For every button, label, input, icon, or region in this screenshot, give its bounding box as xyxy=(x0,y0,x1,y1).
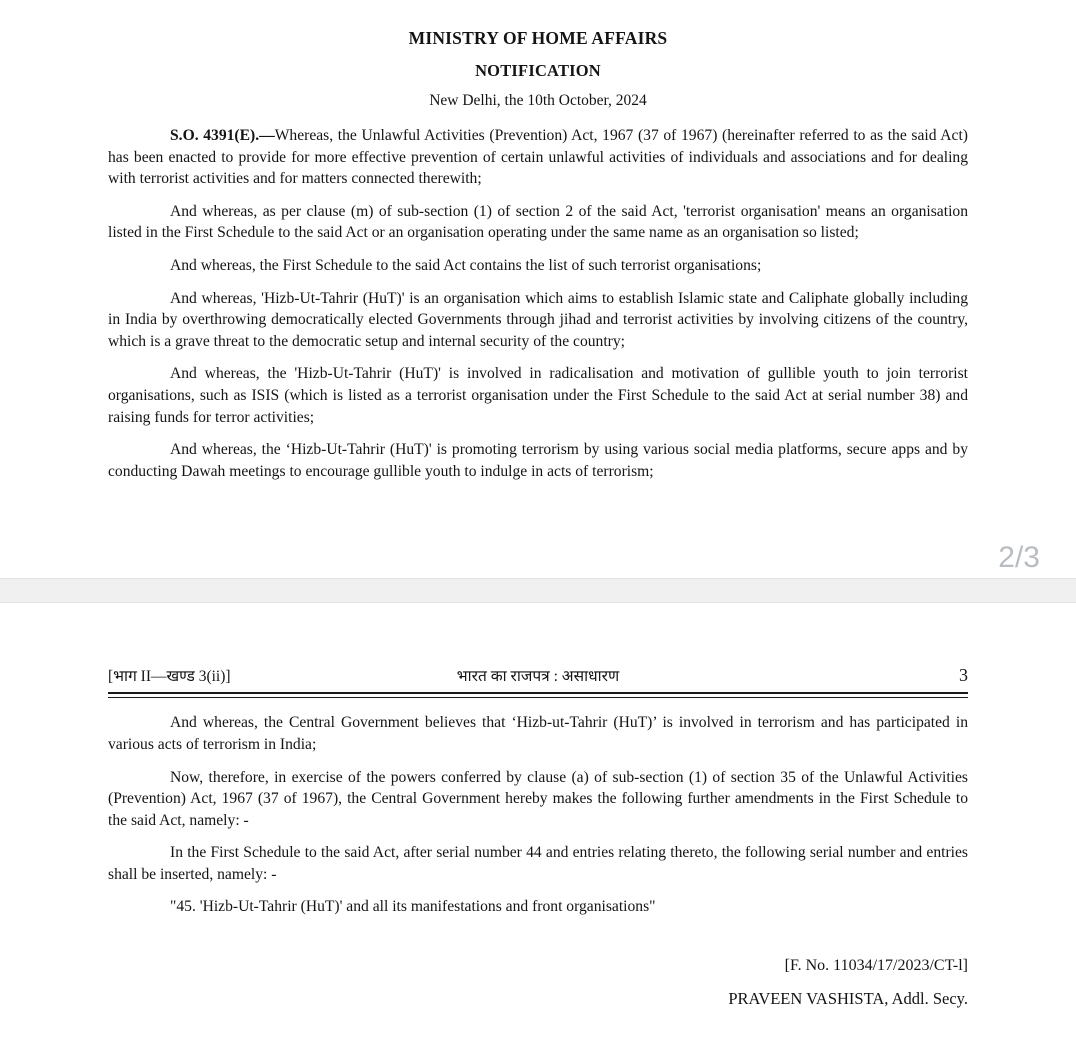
now-therefore-paragraph: Now, therefore, in exercise of the powers conferred by clause (a) of sub-section (1) of section 35 of the Unlawful Activities (Prevention) Act, 1967 (37 of 1967), the Central Government hereby makes the following further amendments in the First Schedule to the said Act, namely: - xyxy=(108,768,968,829)
so-number-paragraph xyxy=(108,125,968,190)
whereas-paragraph-social-media: And whereas, the ‘Hizb-Ut-Tahrir (HuT)' is promoting terrorism by using various social media platforms, secure apps and by conducting Dawah meetings to encourage gullible youth to indulge in acts of terrorism; xyxy=(108,441,968,480)
gazette-header-part-section: [भाग II—खण्ड 3(ii)] xyxy=(108,668,231,686)
gazette-header-page-number: 3 xyxy=(959,665,968,686)
gazette-header-title-hindi: भारत का राजपत्र : असाधारण xyxy=(456,668,620,686)
ministry-title: MINISTRY OF HOME AFFAIRS xyxy=(408,28,668,48)
pdf-page-3 xyxy=(0,665,1076,1009)
whereas-paragraph-first-schedule: And whereas, the First Schedule to the said Act contains the list of such terrorist organisations; xyxy=(170,256,762,274)
whereas-paragraph-hut-organisation: And whereas, 'Hizb-Ut-Tahrir (HuT)' is an organisation which aims to establish Islamic state and Caliphate globally including in India by overthrowing democratically elected Governments through jihad and terrorist activities by involving citizens of the country, which is a grave threat to the democratic setup and internal security of the country; xyxy=(108,289,968,350)
page-gap-divider xyxy=(0,578,1076,603)
dateline: New Delhi, the 10th October, 2024 xyxy=(429,92,647,109)
page-indicator: 2/3 xyxy=(998,541,1040,575)
pdf-page-2 xyxy=(0,0,1076,482)
gazette-header xyxy=(108,665,968,687)
file-number: [F. No. 11034/17/2023/CT-l] xyxy=(784,957,968,975)
signatory-name: PRAVEEN VASHISTA, Addl. Secy. xyxy=(728,989,968,1009)
so-number-lead: S.O. 4391(E).— xyxy=(170,127,275,144)
entry-45-paragraph: "45. 'Hizb-Ut-Tahrir (HuT)' and all its manifestations and front organisations" xyxy=(170,898,656,916)
first-schedule-insertion-paragraph: In the First Schedule to the said Act, after serial number 44 and entries relating thereto, the following serial number and entries shall be inserted, namely: - xyxy=(108,844,968,883)
notification-heading: NOTIFICATION xyxy=(475,61,601,80)
whereas-paragraph-central-government: And whereas, the Central Government believes that ‘Hizb-ut-Tahrir (HuT)’ is involved in terrorism and has participated in various acts of terrorism in India; xyxy=(108,714,968,753)
whereas-paragraph-radicalisation: And whereas, the 'Hizb-Ut-Tahrir (HuT)' is involved in radicalisation and motivation of gullible youth to join terrorist organisations, such as ISIS (which is listed as a terrorist organisation under the First Schedule to the said Act at serial number 38) and raising funds for terror activities; xyxy=(108,365,968,426)
whereas-paragraph-clause-m: And whereas, as per clause (m) of sub-section (1) of section 2 of the said Act, 'terrorist organisation' means an organisation listed in the First Schedule to the said Act or an organisation operating under the same name as an organisation so listed; xyxy=(108,202,968,242)
header-double-rule xyxy=(108,692,968,698)
so-number-body: Whereas, the Unlawful Activities (Prevention) Act, 1967 (37 of 1967) (hereinafter referred to as the said Act) has been enacted to provide for more effective prevention of certain unlawful activities of individuals and associations and for dealing with terrorist activities and for matters connected therewith; xyxy=(108,127,968,188)
